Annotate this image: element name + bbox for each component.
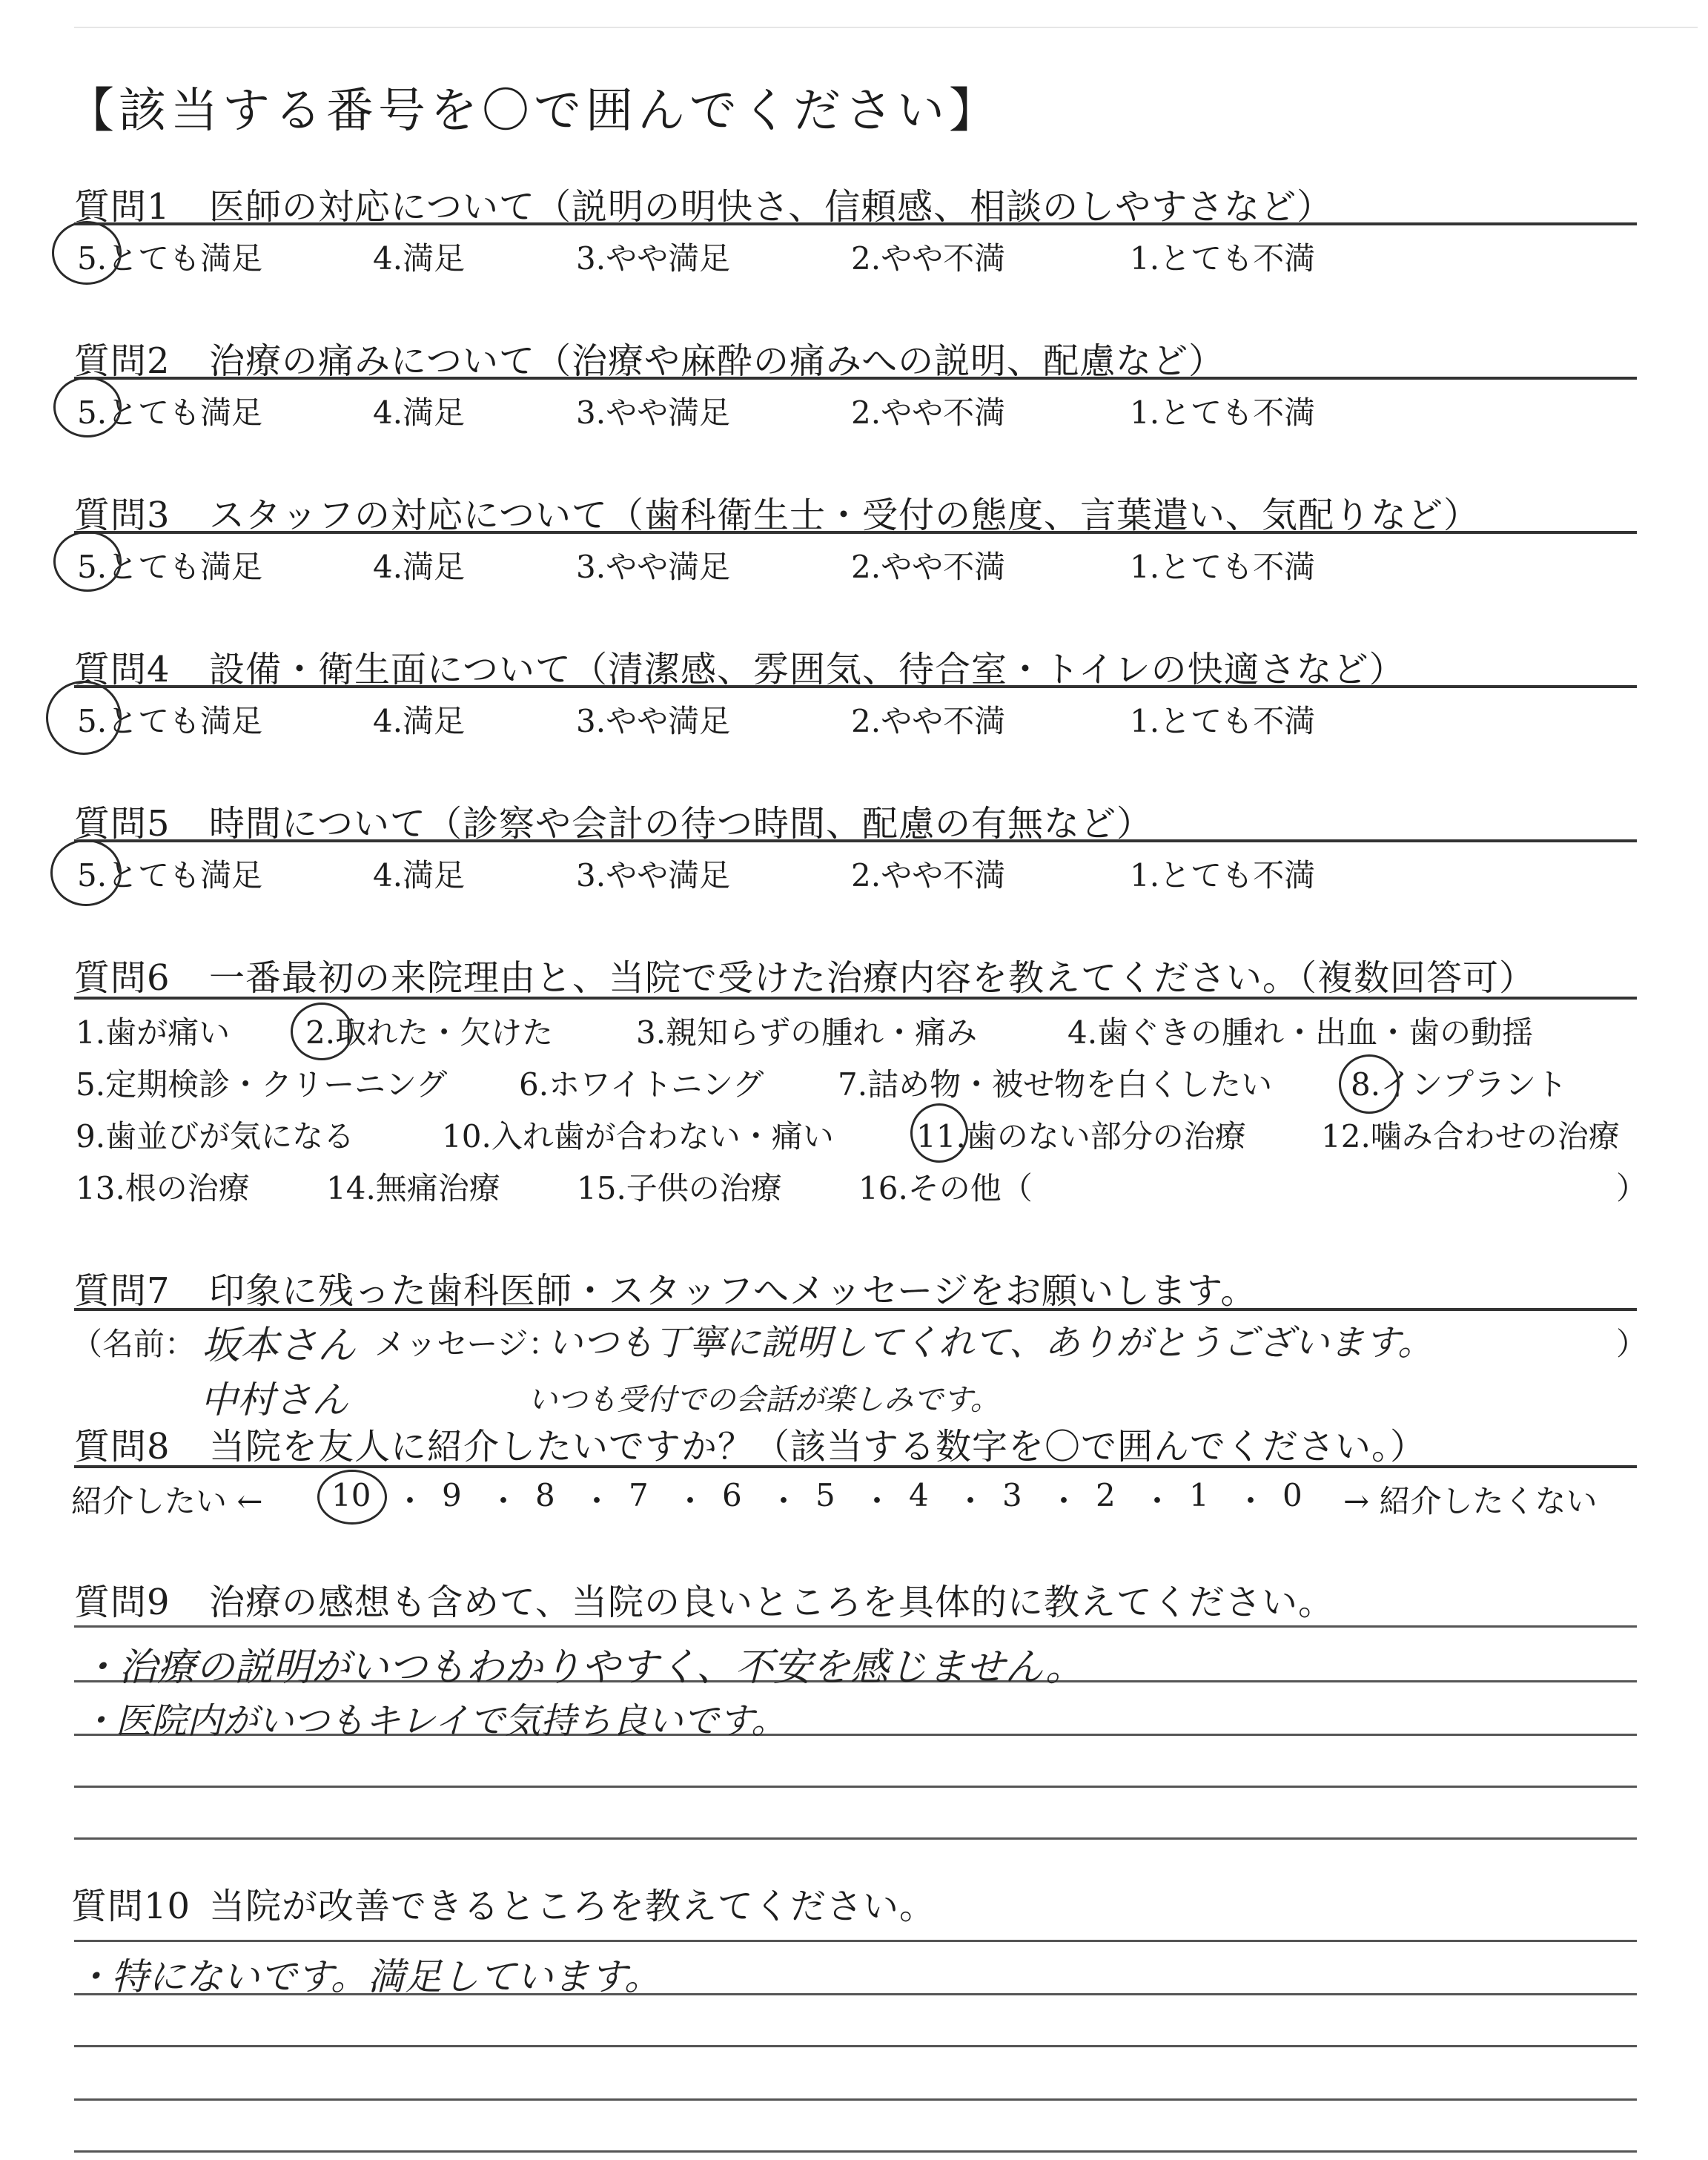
page-title: 【該当する番号を〇で囲んでください】 [67,84,1001,139]
q8-score-3[interactable]: 3 [1002,1477,1022,1513]
q8-score-0[interactable]: 0 [1282,1477,1302,1513]
q9-handwritten-answer-2: ・医院内がいつもキレイで気持ち良いです。 [80,1700,787,1742]
q3-option-2[interactable]: 2.やや不満 [851,549,1006,585]
q3-option-5[interactable]: 5.とても満足 [77,549,263,585]
q10-writing-line [74,2150,1637,2153]
question-8-label: 質問8 [74,1426,171,1467]
q7-name-label: （名前： [71,1326,196,1362]
q6-item-1[interactable]: 1.歯が痛い [76,1014,231,1051]
q8-separator: ・ [581,1483,613,1519]
q10-writing-line [74,2098,1637,2101]
q6-item-7[interactable]: 7.詰め物・被せ物を白くしたい [838,1066,1273,1103]
q2-option-1[interactable]: 1.とても不満 [1130,394,1316,431]
question-8-rule [74,1465,1637,1468]
q8-score-9[interactable]: 9 [442,1477,462,1513]
q3-option-4[interactable]: 4.満足 [373,549,466,585]
q6-item-8[interactable]: 8.インプラント [1351,1066,1568,1103]
q3-option-3[interactable]: 3.やや満足 [576,549,731,585]
q4-option-3[interactable]: 3.やや満足 [576,703,731,739]
q8-separator: ・ [675,1483,706,1519]
q2-option-5[interactable]: 5.とても満足 [77,394,263,431]
question-3-rule [74,531,1637,534]
top-border [74,27,1698,28]
q8-separator: ・ [1048,1483,1080,1519]
q7-handwritten-message-1: いつも丁寧に説明してくれて、ありがとうございます。 [547,1322,1434,1364]
q8-score-10[interactable]: 10 [331,1477,371,1513]
q7-handwritten-name-2: 中村さん [200,1378,348,1421]
q8-score-7[interactable]: 7 [629,1477,649,1513]
q6-item-5[interactable]: 5.定期検診・クリーニング [76,1066,448,1103]
q5-option-3[interactable]: 3.やや満足 [576,857,731,894]
q5-option-1[interactable]: 1.とても不満 [1130,857,1316,894]
q6-item-11[interactable]: 11.歯のない部分の治療 [916,1118,1246,1155]
q3-selection-circle [53,531,122,592]
q7-message-label: メッセージ： [374,1326,560,1362]
q7-handwritten-name-1: 坂本さん [202,1324,357,1368]
q1-option-2[interactable]: 2.やや不満 [851,240,1006,277]
question-4-text: 設備・衛生面について（清潔感、雰囲気、待合室・トイレの快適さなど） [209,649,1406,690]
q4-option-2[interactable]: 2.やや不満 [851,703,1006,739]
q6-item-12[interactable]: 12.噛み合わせの治療 [1321,1118,1620,1155]
q6-selection-circle-2 [291,1003,353,1060]
q6-item-9[interactable]: 9.歯並びが気になる [76,1118,355,1155]
q4-option-1[interactable]: 1.とても不満 [1130,703,1316,739]
question-7-label: 質問7 [74,1270,171,1312]
q5-selection-circle [50,839,122,906]
q6-item-6[interactable]: 6.ホワイトニング [519,1066,764,1103]
q2-option-2[interactable]: 2.やや不満 [851,394,1006,431]
q2-selection-circle [53,377,122,437]
q8-separator: ・ [394,1483,426,1519]
q6-item-3[interactable]: 3.親知らずの腫れ・痛み [636,1014,978,1051]
question-5-text: 時間について（診察や会計の待つ時間、配慮の有無など） [209,803,1153,845]
question-2-rule [74,377,1637,380]
question-4-rule [74,685,1637,688]
q6-item-10[interactable]: 10.入れ歯が合わない・痛い [442,1118,834,1155]
q8-score-2[interactable]: 2 [1096,1477,1116,1513]
q8-right-label: → 紹介したくない [1343,1483,1598,1519]
question-2-text: 治療の痛みについて（治療や麻酔の痛みへの説明、配慮など） [209,340,1225,382]
question-5-label: 質問5 [74,803,171,845]
question-9-label: 質問9 [74,1582,171,1623]
question-6-label: 質問6 [74,957,171,999]
q3-option-1[interactable]: 1.とても不満 [1130,549,1316,585]
q9-writing-line [74,1837,1637,1840]
question-6-text: 一番最初の来院理由と、当院で受けた治療内容を教えてください。（複数回答可） [209,957,1536,999]
q6-selection-circle-8 [1339,1054,1400,1114]
q10-writing-line [74,1940,1637,1942]
question-10-text: 当院が改善できるところを教えてください。 [209,1886,936,1927]
q10-handwritten-answer-1: ・特にないです。満足しています。 [74,1955,661,1998]
question-3-text: スタッフの対応について（歯科衛生士・受付の態度、言葉遣い、気配りなど） [209,495,1480,536]
q1-option-4[interactable]: 4.満足 [373,240,466,277]
question-7-text: 印象に残った歯科医師・スタッフへメッセージをお願いします。 [209,1270,1257,1312]
q6-item-13[interactable]: 13.根の治療 [76,1170,250,1206]
question-6-rule [74,997,1637,1000]
q6-item-15[interactable]: 15.子供の治療 [577,1170,782,1206]
q1-selection-circle [52,221,122,285]
q8-separator: ・ [1235,1483,1267,1519]
q5-option-2[interactable]: 2.やや不満 [851,857,1006,894]
q6-other-close-paren: ） [1616,1170,1648,1206]
question-9-text: 治療の感想も含めて、当院の良いところを具体的に教えてください。 [209,1582,1335,1623]
q9-writing-line [74,1786,1637,1788]
question-7-rule [74,1308,1637,1311]
q2-option-3[interactable]: 3.やや満足 [576,394,731,431]
question-10-label: 質問10 [71,1886,191,1927]
question-1-text: 医師の対応について（説明の明快さ、信頼感、相談のしやすさなど） [209,186,1334,228]
q9-handwritten-answer-1: ・治療の説明がいつもわかりやすく、不安を感じません。 [80,1645,1085,1690]
q4-option-5[interactable]: 5.とても満足 [77,703,263,739]
q7-close-paren: ） [1616,1326,1648,1362]
question-5-rule [74,839,1637,842]
q9-writing-line [74,1625,1637,1628]
q6-item-14[interactable]: 14.無痛治療 [326,1170,500,1206]
question-8-text: 当院を友人に紹介したいですか？（該当する数字を〇で囲んでください。） [209,1426,1427,1467]
q7-handwritten-message-2: いつも受付での会話が楽しみです。 [528,1383,1000,1417]
q8-score-5[interactable]: 5 [815,1477,835,1513]
q6-item-2[interactable]: 2.取れた・欠けた [305,1014,554,1051]
q10-writing-line [74,2045,1637,2047]
question-3-label: 質問3 [74,495,171,536]
q1-option-3[interactable]: 3.やや満足 [576,240,731,277]
q1-option-5[interactable]: 5.とても満足 [77,240,263,277]
q5-option-4[interactable]: 4.満足 [373,857,466,894]
q8-score-6[interactable]: 6 [722,1477,742,1513]
q8-separator: ・ [955,1483,987,1519]
q2-option-4[interactable]: 4.満足 [373,394,466,431]
question-1-rule [74,222,1637,225]
q1-option-1[interactable]: 1.とても不満 [1130,240,1316,277]
q4-selection-circle [46,681,122,755]
q6-item-16[interactable]: 16.その他（ [858,1170,1033,1206]
q5-option-5[interactable]: 5.とても満足 [77,857,263,894]
q8-score-1[interactable]: 1 [1189,1477,1209,1513]
question-4-label: 質問4 [74,649,171,690]
q6-selection-circle-11 [910,1103,968,1163]
question-2-label: 質問2 [74,340,171,382]
question-1-label: 質問1 [74,186,171,228]
q6-item-4[interactable]: 4.歯ぐきの腫れ・出血・歯の動揺 [1068,1014,1534,1051]
q8-separator: ・ [768,1483,800,1519]
q8-separator: ・ [488,1483,520,1519]
q8-score-4[interactable]: 4 [909,1477,929,1513]
q8-left-label: 紹介したい ← [71,1483,263,1519]
q8-separator: ・ [861,1483,893,1519]
q4-option-4[interactable]: 4.満足 [373,703,466,739]
q8-selection-circle [317,1470,387,1525]
q8-score-8[interactable]: 8 [535,1477,555,1513]
q8-separator: ・ [1142,1483,1174,1519]
